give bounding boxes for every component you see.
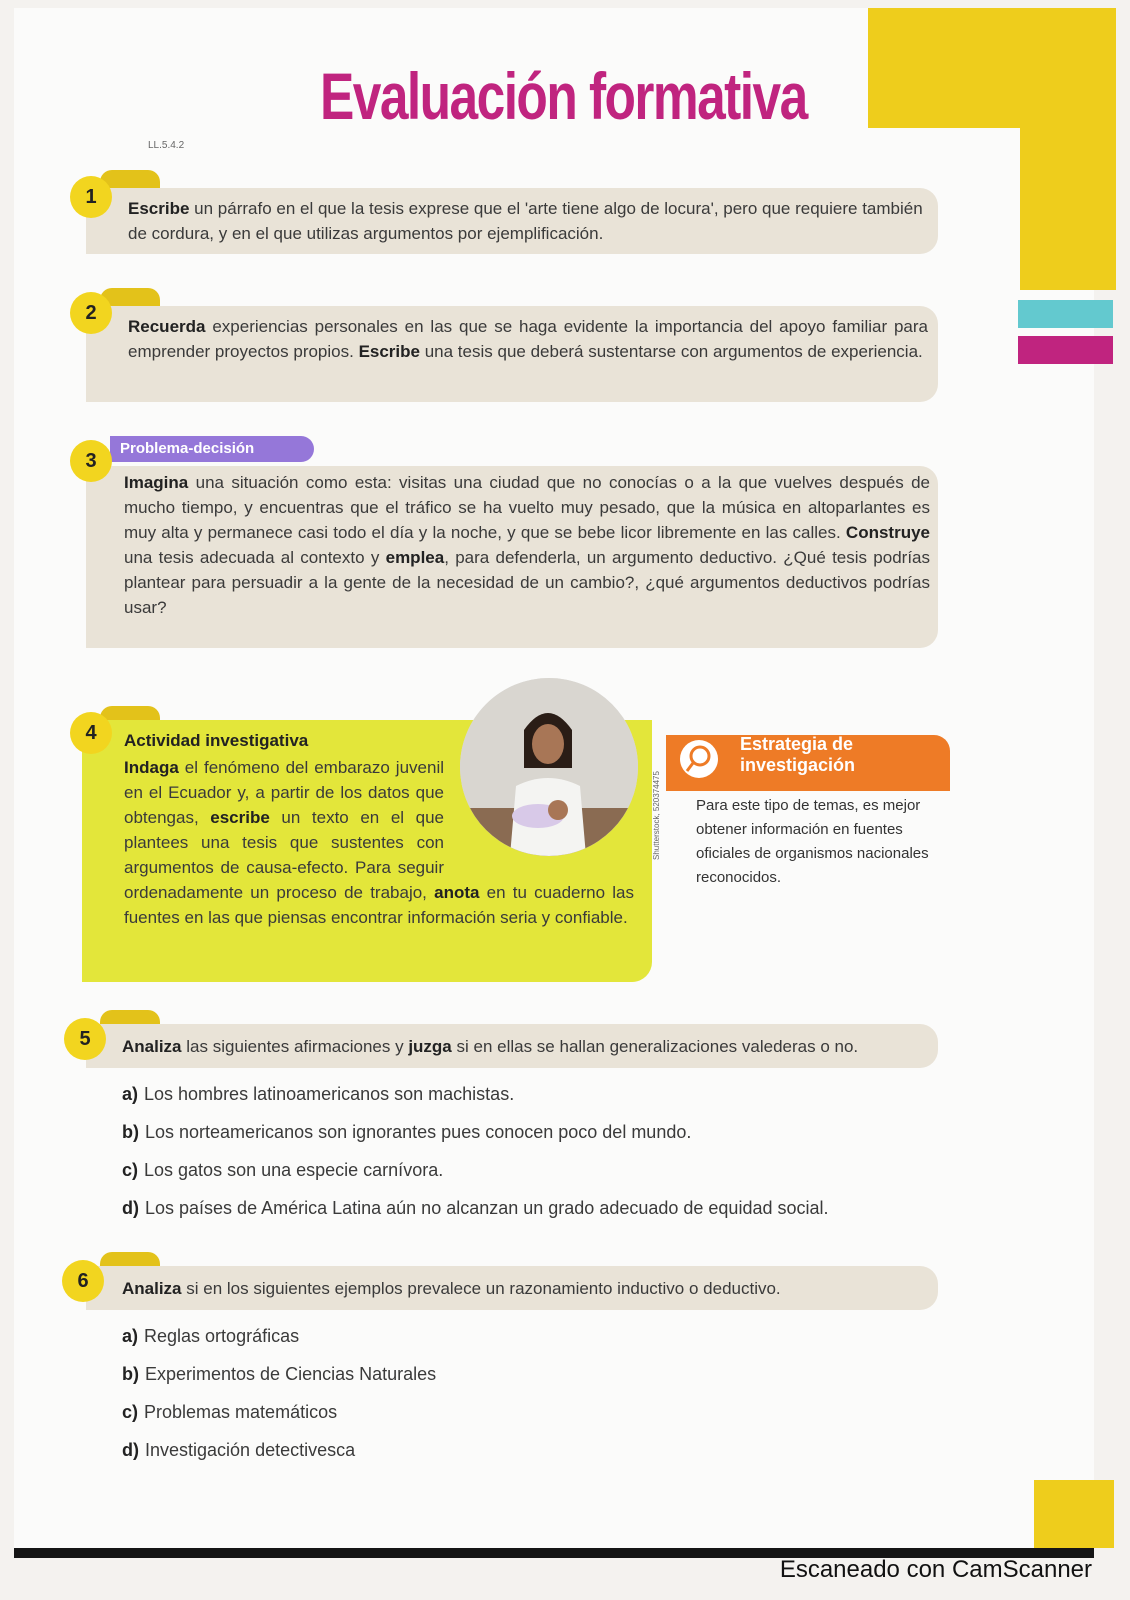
page-title: Evaluación formativa: [320, 59, 807, 133]
list-item: d) Investigación detectivesca: [122, 1440, 356, 1460]
list-item: d) Los países de América Latina aún no alcanzan un grado adecuado de equidad social.: [122, 1198, 829, 1218]
photo-credit: Shutterstock, 520374475: [652, 771, 661, 860]
list-item: b) Experimentos de Ciencias Naturales: [122, 1364, 437, 1384]
q6-list: [122, 1326, 436, 1478]
q2-number: 2: [70, 292, 112, 334]
skill-code: LL.5.4.2: [148, 140, 185, 151]
teal-tab: [1018, 300, 1113, 328]
list-item: b) Los norteamericanos son ignorantes pues conocen poco del mundo.: [122, 1122, 692, 1142]
q5-number: 5: [64, 1018, 106, 1060]
scanner-watermark: Escaneado con CamScanner: [779, 1556, 1092, 1583]
list-item: c) Los gatos son una especie carnívora.: [122, 1160, 444, 1180]
q3-text: Imagina una situación como esta: visitas una ciudad que no conocías o a la que vuelves después de mucho tiempo, y encuentras que el tráfico se ha vuelto muy pesado, que la música en altoparlantes es muy alta y permanece casi todo el día y la noche, y que se bebe licor libremente en las calles. Construye una tesis adecuada al contexto y emplea, para defenderla, un argumento deductivo. ¿Qué tesis podrías plantear para persuadir a la gente de la necesidad de un cambio?, ¿qué argumentos deductivos podrías usar?: [124, 473, 931, 617]
q4-text-bottom: Indaga el fenómeno del embarazo juvenil en el Ecuador y, a partir de los datos que obtengas, escribe un texto en el que plantees una tesis que sustentes con argumentos de causa-efecto. Para seguir ordenadamente un proceso de trabajo, anota en tu cuaderno las fuentes en las que piensas encontrar información seria y confiable.: [124, 758, 634, 927]
strategy-title: Estrategia de investigación: [740, 734, 856, 775]
q3-number: 3: [70, 440, 112, 482]
list-item: a) Los hombres latinoamericanos son machistas.: [122, 1084, 515, 1104]
bottom-right-yellow-strip: [1034, 1480, 1114, 1548]
q1-verb: Escribe: [128, 199, 190, 218]
q2-text: Recuerda experiencias personales en las que se haga evidente la importancia del apoyo familiar para emprender proyectos propios. Escribe una tesis que deberá sustentarse con argumentos de experiencia.: [128, 317, 928, 361]
q4-text-cont: un texto en el que plantees una tesis que sustentes con argumentos de causa-efecto. Para seguir ordenadamente un proceso de trabajo,: [124, 808, 444, 902]
q5-list: [122, 1084, 829, 1236]
magnifier-icon: [680, 740, 718, 778]
problema-decision-tag: Problema-decisión: [110, 436, 314, 462]
list-item: c) Problemas matemáticos: [122, 1402, 338, 1422]
q6-text: Analiza si en los siguientes ejemplos prevalece un razonamiento inductivo o deductivo.: [122, 1279, 781, 1298]
color-tabs: [1018, 300, 1113, 372]
strategy-text: Para este tipo de temas, es mejor obtener información en fuentes oficiales de organismos nacionales reconocidos.: [696, 797, 929, 886]
right-yellow-strip: [1020, 8, 1116, 290]
q1-number: 1: [70, 176, 112, 218]
q5-text: Analiza las siguientes afirmaciones y juzga si en ellas se hallan generalizaciones valederas o no.: [122, 1037, 859, 1056]
q6-number: 6: [62, 1260, 104, 1302]
magenta-tab: [1018, 336, 1113, 364]
q1-text: Escribe un párrafo en el que la tesis exprese que el 'arte tiene algo de locura', pero que requiere también de cordura, y en el que utilizas argumentos por ejemplificación.: [128, 199, 923, 243]
list-item: a) Reglas ortográficas: [122, 1326, 300, 1346]
q4-number: 4: [70, 712, 112, 754]
q4-heading: Actividad investigativa: [124, 731, 309, 750]
